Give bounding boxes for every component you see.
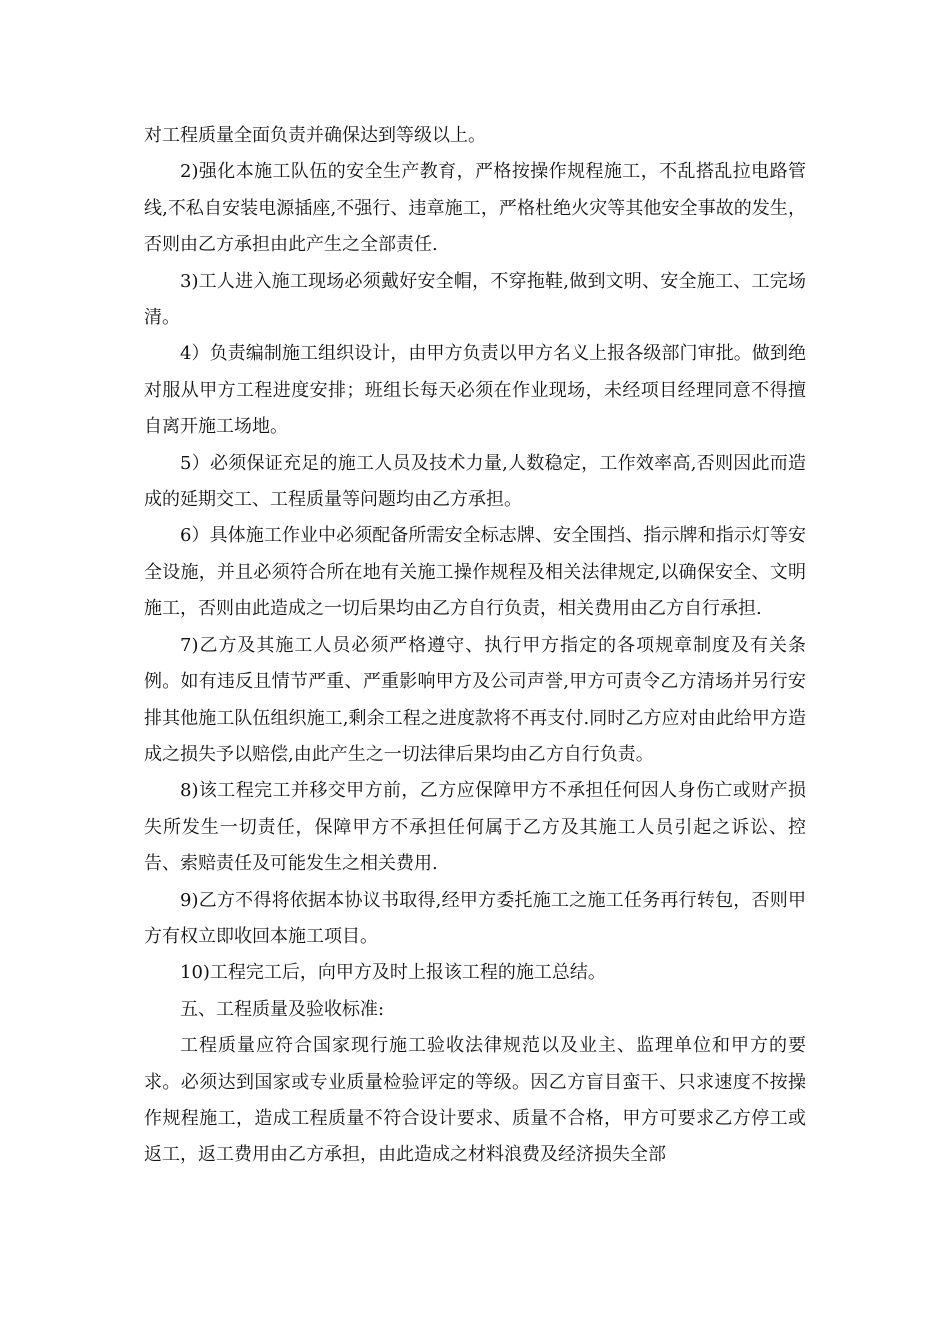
- paragraph-item-3: 3)工人进入施工现场必须戴好安全帽，不穿拖鞋,做到文明、安全施工、工完场清。: [144, 270, 806, 329]
- paragraph-item-6: 6）具体施工作业中必须配备所需安全标志牌、安全围挡、指示牌和指示灯等安全设施，并且必须符合所在地有关施工操作规程及相关法律规定,以确保安全、文明施工，否则由此造成之一切后果均由乙方自行负责，相关费用由乙方自行承担.: [144, 525, 806, 620]
- paragraph-continuation: 对工程质量全面负责并确保达到等级以上。: [144, 125, 486, 146]
- paragraph-item-9: 9)乙方不得将依据本协议书取得,经甲方委托施工之施工任务再行转包，否则甲方有权立即收回本施工项目。: [144, 889, 806, 947]
- paragraph-item-5: 5）必须保证充足的施工人员及技术力量,人数稳定，工作效率高,否则因此而造成的延期交工、工程质量等问题均由乙方承担。: [144, 452, 806, 511]
- document-body: [144, 118, 806, 1174]
- paragraph-quality-standard: 工程质量应符合国家现行施工验收法律规范以及业主、监理单位和甲方的要求。必须达到国家或专业质量检验评定的等级。因乙方盲目蛮干、只求速度不按操作规程施工，造成工程质量不符合设计要求、质量不合格，甲方可要求乙方停工或返工，返工费用由乙方承担，由此造成之材料浪费及经济损失全部: [144, 1035, 806, 1166]
- section-heading-quality: 五、工程质量及验收标准:: [180, 998, 385, 1020]
- paragraph-item-2: 2)强化本施工队伍的安全生产教育，严格按操作规程施工，不乱搭乱拉电路管线,不私自安装电源插座,不强行、违章施工，严格杜绝火灾等其他安全事故的发生，否则由乙方承担由此产生之全部责任.: [144, 161, 806, 256]
- paragraph-item-7: 7)乙方及其施工人员必须严格遵守、执行甲方指定的各项规章制度及有关条例。如有违反且情节严重、严重影响甲方及公司声誉,甲方可责令乙方清场并另行安排其他施工队伍组织施工,剩余工程之进度款将不再支付.同时乙方应对由此给甲方造成之损失予以赔偿,由此产生之一切法律后果均由乙方自行负责。: [144, 634, 806, 765]
- paragraph-item-10: 10)工程完工后，向甲方及时上报该工程的施工总结。: [180, 962, 606, 984]
- paragraph-item-4: 4）负责编制施工组织设计，由甲方负责以甲方名义上报各级部门审批。做到绝对服从甲方工程进度安排；班组长每天必须在作业现场，未经项目经理同意不得擅自离开施工场地。: [144, 343, 806, 438]
- paragraph-item-8: 8)该工程完工并移交甲方前，乙方应保障甲方不承担任何因人身伤亡或财产损失所发生一切责任，保障甲方不承担任何属于乙方及其施工人员引起之诉讼、控告、索赔责任及可能发生之相关费用.: [144, 780, 806, 875]
